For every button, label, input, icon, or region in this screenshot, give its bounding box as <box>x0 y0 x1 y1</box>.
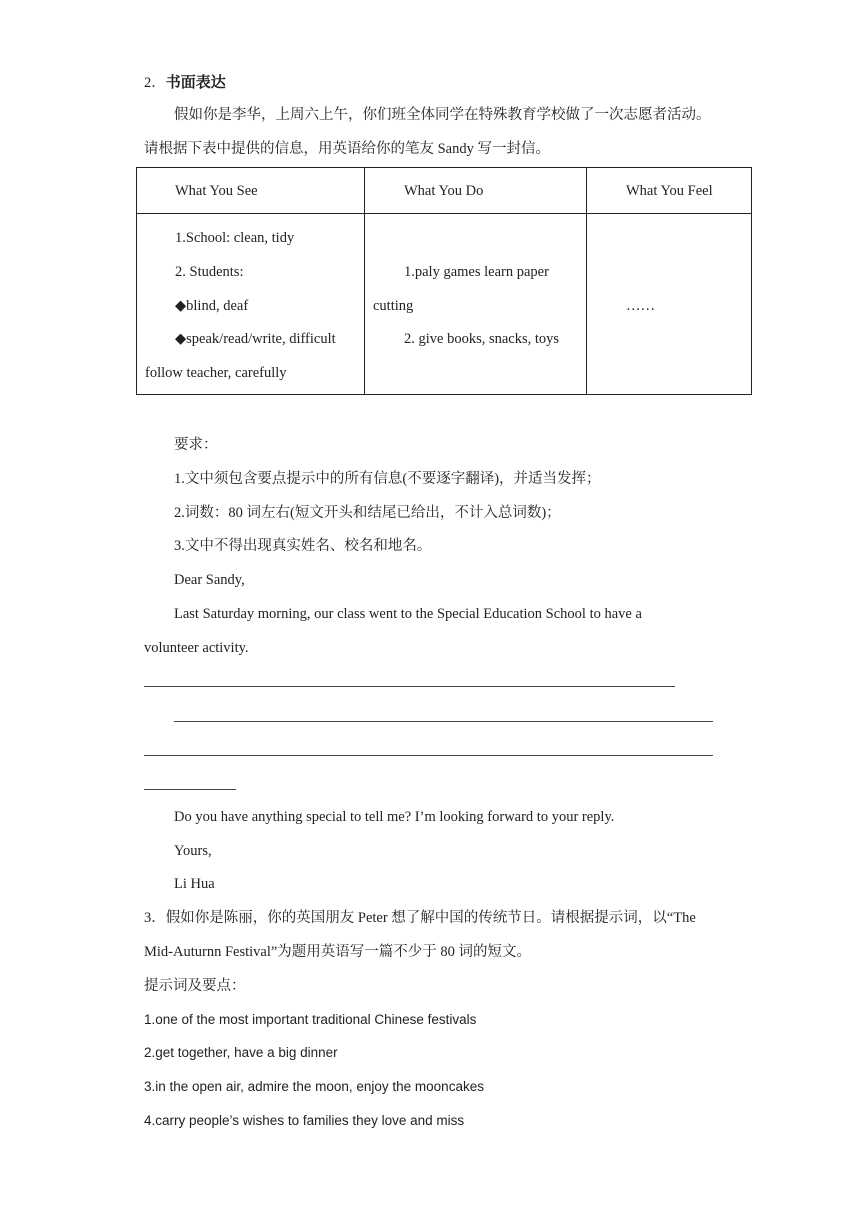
header-cell-feel <box>587 168 752 214</box>
see-item: ◆blind, deaf <box>175 298 249 314</box>
q2-heading <box>144 75 226 91</box>
see-item: 2. Students: <box>175 264 244 280</box>
info-table <box>136 167 752 395</box>
answer-line <box>144 789 236 790</box>
letter-opening-line-2: volunteer activity. <box>144 640 249 656</box>
q2-heading-text: 书面表达 <box>165 73 226 91</box>
header-cell-see <box>137 168 365 214</box>
q2-number: 2． <box>144 75 166 91</box>
answer-line <box>144 755 713 756</box>
header-feel: What You Feel <box>626 183 713 199</box>
q2-intro-line-2: 请根据下表中提供的信息，用英语给你的笔友 Sandy 写一封信。 <box>144 141 550 157</box>
header-do: What You Do <box>404 183 484 199</box>
see-item: ◆speak/read/write, difficult <box>175 331 336 347</box>
do-item: 1.paly games learn paper <box>404 264 549 280</box>
requirement-item: 2.词数：80 词左右(短文开头和结尾已给出，不计入总词数)； <box>174 505 561 521</box>
letter-signature: Li Hua <box>174 876 215 892</box>
q3-hints-label: 提示词及要点： <box>144 978 246 994</box>
cell-feel <box>587 214 752 395</box>
answer-line <box>144 686 675 687</box>
feel-item: …… <box>626 298 655 314</box>
letter-salutation: Dear Sandy, <box>174 572 245 588</box>
hint-item: 4.carry people’s wishes to families they love and miss <box>144 1113 465 1128</box>
hint-item: 1.one of the most important traditional Chinese festivals <box>144 1012 477 1027</box>
see-item: follow teacher, carefully <box>145 365 287 381</box>
hint-item: 2.get together, have a big dinner <box>144 1045 338 1060</box>
requirements-label: 要求： <box>174 437 218 453</box>
see-item: 1.School: clean, tidy <box>175 230 295 246</box>
requirement-item: 3.文中不得出现真实姓名、校名和地名。 <box>174 538 432 554</box>
do-item: cutting <box>373 298 414 314</box>
q3-number: 3． <box>144 910 166 926</box>
letter-opening-line-1: Last Saturday morning, our class went to the Special Education School to have a <box>174 606 642 622</box>
header-see: What You See <box>175 183 258 199</box>
q3-intro-line-1 <box>144 911 696 926</box>
do-item: 2. give books, snacks, toys <box>404 331 560 347</box>
q3-intro-text: 假如你是陈丽，你的英国朋友 Peter 想了解中国的传统节日。请根据提示词，以“The <box>165 910 696 926</box>
q2-intro-line-1: 假如你是李华，上周六上午，你们班全体同学在特殊教育学校做了一次志愿者活动。 <box>174 107 711 123</box>
table-body-row <box>137 214 752 395</box>
answer-line <box>174 721 713 722</box>
letter-sign-off: Yours, <box>174 843 212 859</box>
requirement-item: 1.文中须包含要点提示中的所有信息(不要逐字翻译)，并适当发挥； <box>174 471 601 487</box>
hint-item: 3.in the open air, admire the moon, enjoy the mooncakes <box>144 1079 484 1094</box>
header-cell-do <box>365 168 587 214</box>
table-header-row <box>137 168 752 214</box>
cell-see <box>137 214 365 395</box>
q3-intro-line-2: Mid-Auturnn Festival”为题用英语写一篇不少于 80 词的短文。 <box>144 944 532 960</box>
cell-do <box>365 214 587 395</box>
letter-closing: Do you have anything special to tell me? I’m looking forward to your reply. <box>174 809 615 825</box>
